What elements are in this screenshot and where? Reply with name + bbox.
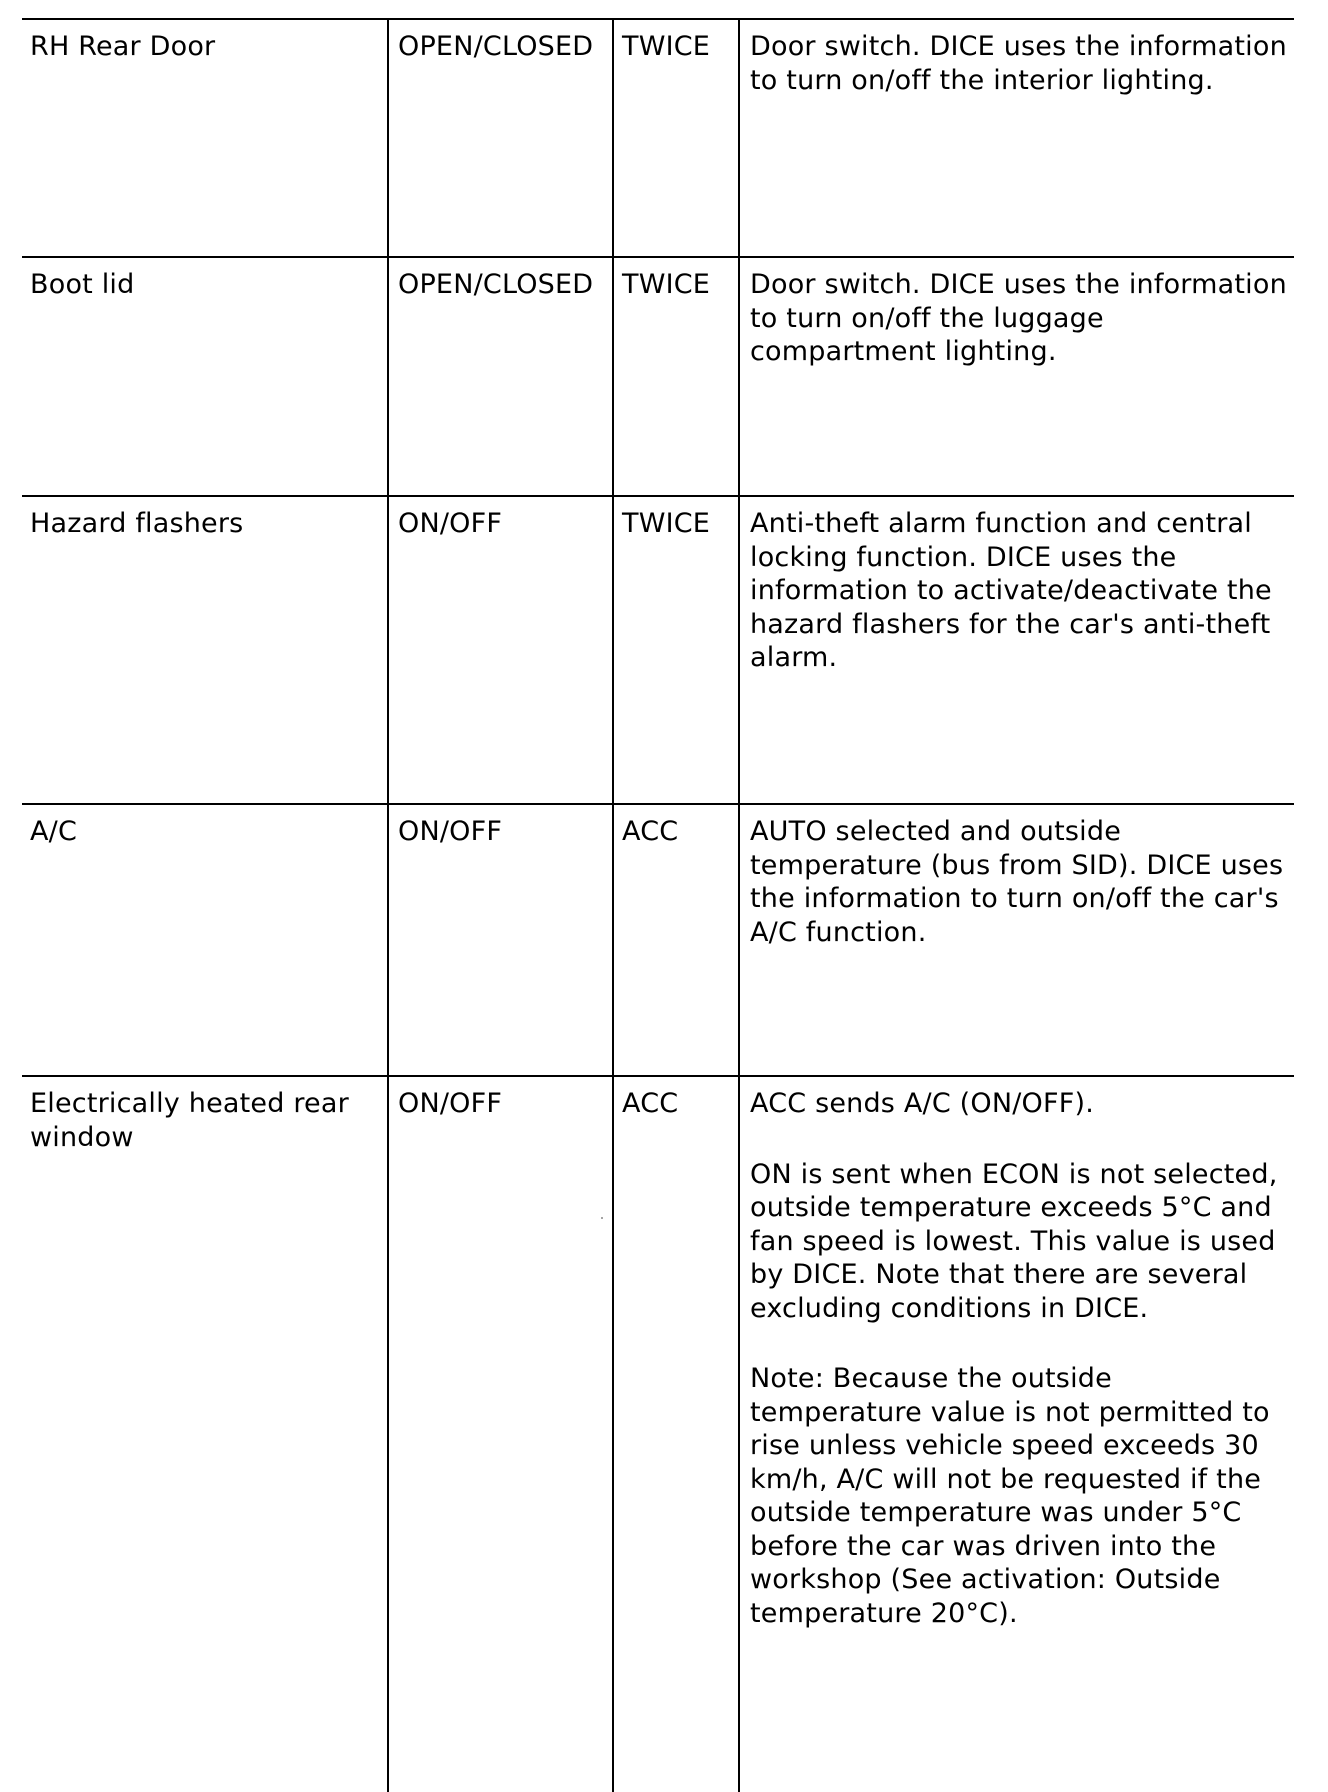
table-row-4-component: A/C — [30, 816, 78, 847]
table-row-4-source: ACC — [622, 816, 679, 847]
row-border-4 — [22, 1075, 1294, 1077]
table-row-3-source: TWICE — [622, 508, 711, 539]
description-paragraph: Door switch. DICE uses the information to turn on/off the interior lighting. — [750, 31, 1287, 96]
description-paragraph: Door switch. DICE uses the information to turn on/off the luggage compartment lighting. — [750, 269, 1287, 367]
table-row-3-state: ON/OFF — [398, 508, 503, 539]
table-row-2-source: TWICE — [622, 269, 711, 300]
table-row-1-description — [750, 30, 1290, 97]
row-border-2 — [22, 495, 1294, 497]
table-row-3-description — [750, 507, 1290, 675]
table-row-5-component: Electrically heated rear window — [30, 1088, 349, 1153]
table-row-2-component: Boot lid — [30, 269, 135, 300]
table-row-4-state: ON/OFF — [398, 816, 503, 847]
table-row-1-source: TWICE — [622, 31, 711, 62]
row-border-1 — [22, 256, 1294, 258]
description-paragraph: Anti-theft alarm function and central locking function. DICE uses the information to activate/deactivate the hazard flashers for the car's anti-theft alarm. — [750, 508, 1272, 673]
column-border-3 — [738, 18, 740, 1792]
table-row-5-state: ON/OFF — [398, 1088, 503, 1119]
column-border-1 — [387, 18, 389, 1792]
scan-speck — [601, 1217, 603, 1219]
table-row-3-component: Hazard flashers — [30, 508, 244, 539]
table-row-4-description — [750, 815, 1290, 949]
description-paragraph: ON is sent when ECON is not selected, outside temperature exceeds 5°C and fan speed is lowest. This value is used by DICE. Note that there are several excluding conditions in DICE. — [750, 1158, 1278, 1324]
table-row-5-description — [750, 1087, 1290, 1630]
description-paragraph: Note: Because the outside temperature value is not permitted to rise unless vehicle speed exceeds 30 km/h, A/C will not be requested if the outside temperature was under 5°C before the car was driven into the workshop (See activation: Outside temperature 20°C). — [750, 1363, 1270, 1629]
table-row-2-state: OPEN/CLOSED — [398, 269, 594, 300]
table-row-1-state: OPEN/CLOSED — [398, 31, 594, 62]
row-border-3 — [22, 803, 1294, 805]
row-border-top — [22, 18, 1294, 20]
table-row-5-source: ACC — [622, 1088, 679, 1119]
table-row-1-component: RH Rear Door — [30, 31, 216, 62]
description-paragraph: AUTO selected and outside temperature (bus from SID). DICE uses the information to turn on/off the car's A/C function. — [750, 816, 1284, 948]
description-paragraph: ACC sends A/C (ON/OFF). — [750, 1088, 1094, 1119]
column-border-2 — [612, 18, 614, 1792]
table-row-2-description — [750, 268, 1290, 369]
